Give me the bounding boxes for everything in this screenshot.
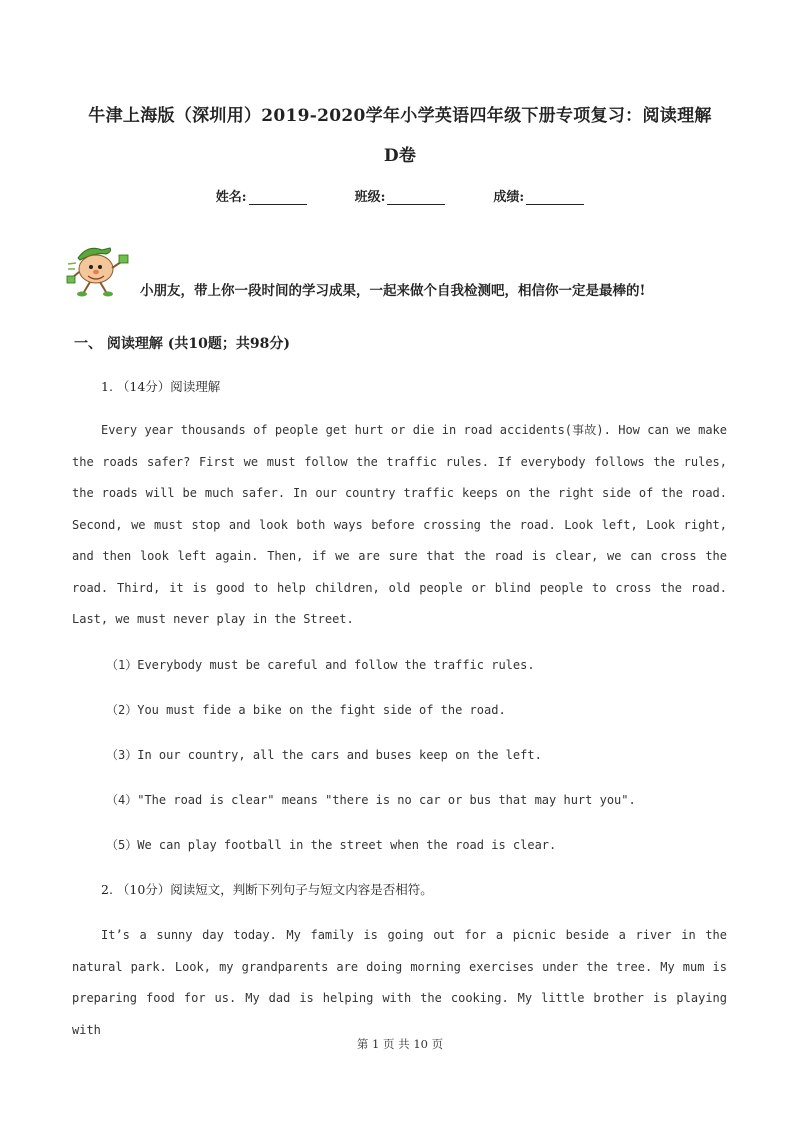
class-blank[interactable] xyxy=(387,190,445,205)
question-1-item-2: （2）You must fide a bike on the fight side of the road. xyxy=(106,703,506,717)
name-label: 姓名: xyxy=(215,190,247,205)
question-1-item-4: （4）"The road is clear" means "there is no car or bus that may hurt you". xyxy=(106,793,636,807)
section-heading: 一、 阅读理解 (共10题；共98分) xyxy=(74,336,290,352)
question-1-item-3: （3）In our country, all the cars and buses keep on the left. xyxy=(106,748,542,762)
question-2-passage: It’s a sunny day today. My family is going out for a picnic beside a river in the natural park. Look, my grandparents are doing morning exercises under the tree. My mum is preparing food for us. My dad is helping with the cooking. My little brother is playing with xyxy=(72,928,727,1037)
page-footer: 第 1 页 共 10 页 xyxy=(356,1037,444,1051)
encouragement-text: 小朋友，带上你一段时间的学习成果，一起来做个自我检测吧，相信你一定是最棒的! xyxy=(140,283,646,299)
class-field xyxy=(355,186,446,205)
title-line-1: 牛津上海版（深圳用）2019-2020学年小学英语四年级下册专项复习：阅读理解 xyxy=(88,106,712,126)
class-label: 班级: xyxy=(354,190,386,205)
document-title xyxy=(60,96,740,176)
score-blank[interactable] xyxy=(526,190,584,205)
student-info xyxy=(0,186,800,205)
cartoon-boy-with-cap-icon xyxy=(66,242,130,298)
question-1-item-1: （1）Everybody must be careful and follow the traffic rules. xyxy=(106,658,535,672)
question-1-passage: Every year thousands of people get hurt or die in road accidents(事故). How can we make the roads safer? First we must follow the traffic rules. If everybody follows the rules, the roads will be much safer. In our country traffic keeps on the right side of the road. Second, we must stop and look both ways before crossing the road. Look left, Look right, and then look left again. Then, if we are sure that the road is clear, we can cross the road. Third, it is good to help children, old people or blind people to cross the road. Last, we must never play in the Street. xyxy=(72,423,727,626)
name-blank[interactable] xyxy=(249,190,307,205)
score-label: 成绩: xyxy=(493,190,525,205)
score-field xyxy=(493,186,584,205)
question-1-header: 1. （14分）阅读理解 xyxy=(101,379,221,394)
name-field xyxy=(216,186,307,205)
question-2-header: 2. （10分）阅读短文，判断下列句子与短文内容是否相符。 xyxy=(101,882,433,897)
question-1-item-5: （5）We can play football in the street when the road is clear. xyxy=(106,838,557,852)
title-line-2: D卷 xyxy=(383,146,417,166)
